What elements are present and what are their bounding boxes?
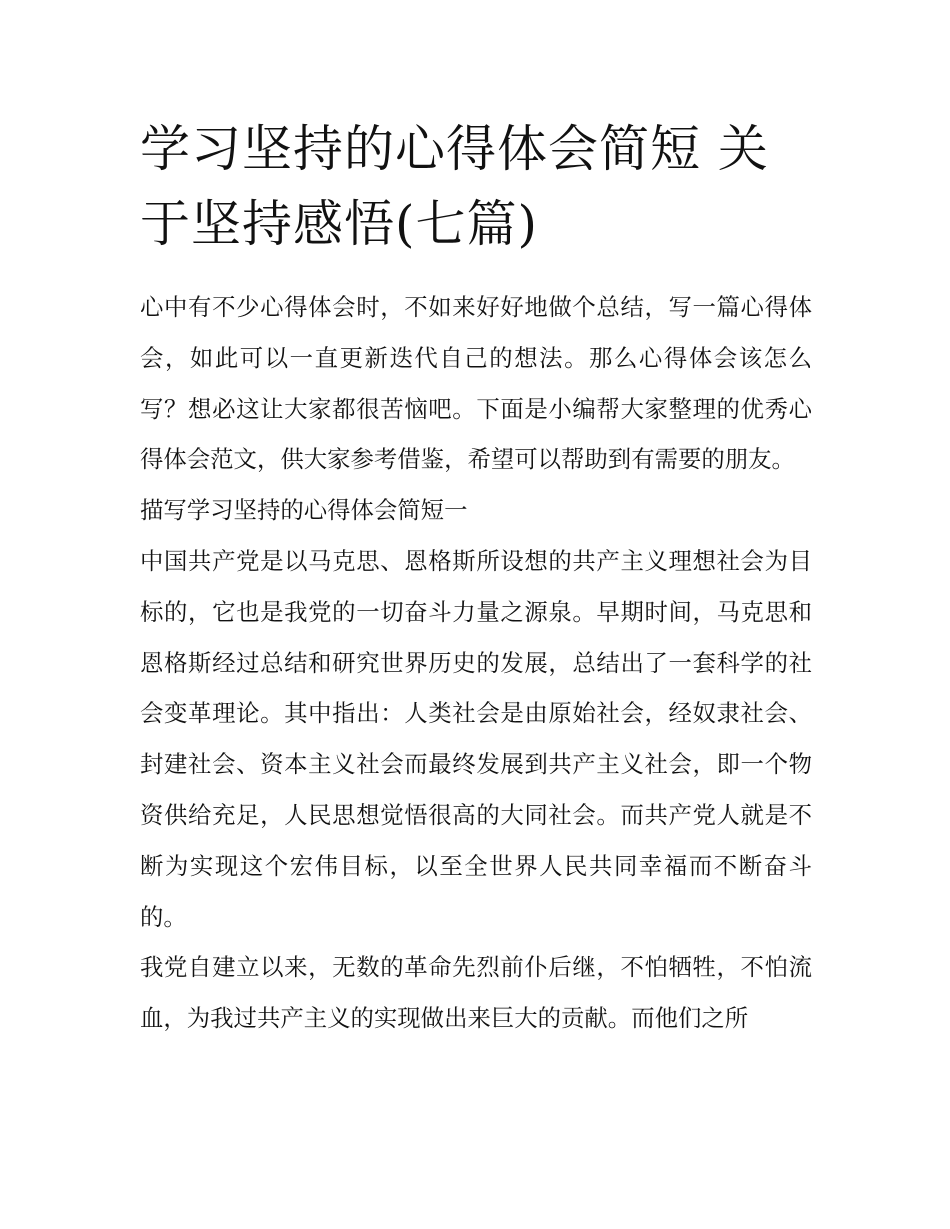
document-title: 学习坚持的心得体会简短 关于坚持感悟(七篇)	[140, 120, 769, 253]
body-paragraph-2: 我党自建立以来，无数的革命先烈前仆后继，不怕牺牲，不怕流血，为我过共产主义的实现做出来巨大的贡献。而他们之所	[140, 953, 812, 1033]
section-heading: 描写学习坚持的心得体会简短一	[140, 496, 468, 525]
document-page	[140, 112, 812, 1044]
intro-paragraph: 心中有不少心得体会时，不如来好好地做个总结，写一篇心得体会，如此可以一直更新迭代自己的想法。那么心得体会该怎么写？想必这让大家都很苦恼吧。下面是小编帮大家整理的优秀心得体会范文，供大家参考借鉴，希望可以帮助到有需要的朋友。	[140, 293, 812, 474]
title-spacer	[140, 262, 812, 282]
body-paragraph-1: 中国共产党是以马克思、恩格斯所设想的共产主义理想社会为目标的，它也是我党的一切奋斗力量之源泉。早期时间，马克思和恩格斯经过总结和研究世界历史的发展，总结出了一套科学的社会变革理论。其中指出：人类社会是由原始社会，经奴隶社会、封建社会、资本主义社会而最终发展到共产主义社会，即一个物资供给充足，人民思想觉悟很高的大同社会。而共产党人就是不断为实现这个宏伟目标，以至全世界人民共同幸福而不断奋斗的。	[140, 546, 812, 931]
